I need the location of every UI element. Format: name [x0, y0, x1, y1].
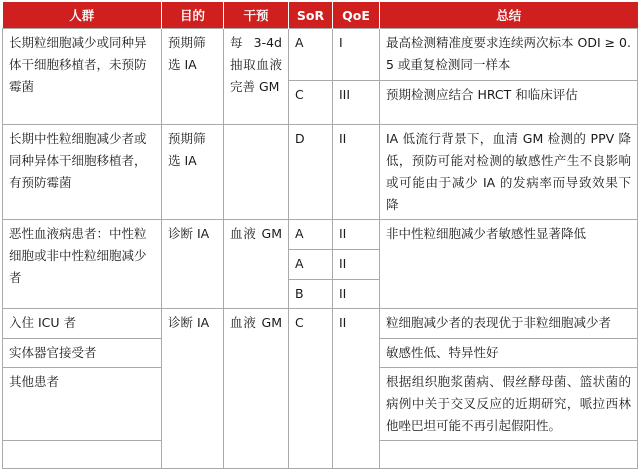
summary-cell: 非中性粒细胞减少者敏感性显著降低: [380, 220, 638, 309]
sor-cell: C: [289, 81, 333, 125]
intervention-cell: [224, 125, 289, 220]
qoe-cell: II: [333, 125, 380, 220]
population-cell: [3, 441, 162, 469]
summary-cell: 粒细胞减少者的表现优于非粒细胞减少者: [380, 309, 638, 339]
header-qoe: QoE: [333, 2, 380, 29]
sor-cell: C: [289, 309, 333, 469]
population-cell: 其他患者: [3, 368, 162, 441]
summary-cell: 根据组织胞浆菌病、假丝酵母菌、篮状菌的病例中关于交叉反应的近期研究，哌拉西林他唑巴坦可能不再引起假阳性。: [380, 368, 638, 441]
population-cell: 长期中性粒细胞减少者或同种异体干细胞移植者，有预防霉菌: [3, 125, 162, 220]
qoe-cell: II: [333, 309, 380, 469]
summary-cell: IA 低流行背景下，血清 GM 检测的 PPV 降低，预防可能对检测的敏感性产生不良影响或可能由于减少 IA 的发病率而导致效果下降: [380, 125, 638, 220]
header-population: 人群: [3, 2, 162, 29]
sor-cell: A: [289, 250, 333, 280]
population-cell: 入住 ICU 者: [3, 309, 162, 339]
header-summary: 总结: [380, 2, 638, 29]
intervention-cell: 每 3-4d 抽取血液完善 GM: [224, 29, 289, 125]
header-row: [3, 2, 638, 29]
summary-cell: [380, 441, 638, 469]
purpose-cell: 诊断 IA: [162, 309, 224, 469]
summary-cell: 最高检测精准度要求连续两次标本 ODI ≥ 0.5 或重复检测同一样本: [380, 29, 638, 81]
table-row: [3, 29, 638, 81]
purpose-cell: 诊断 IA: [162, 220, 224, 309]
intervention-cell: 血液 GM: [224, 220, 289, 309]
qoe-cell: II: [333, 280, 380, 309]
population-cell: 恶性血液病患者：中性粒细胞或非中性粒细胞减少者: [3, 220, 162, 309]
qoe-cell: I: [333, 29, 380, 81]
population-cell: 长期粒细胞减少或同种异体干细胞移植者，未预防霉菌: [3, 29, 162, 125]
population-cell: 实体器官接受者: [3, 339, 162, 368]
header-sor: SoR: [289, 2, 333, 29]
header-purpose: 目的: [162, 2, 224, 29]
header-intervention: 干预: [224, 2, 289, 29]
summary-cell: 敏感性低、特异性好: [380, 339, 638, 368]
purpose-cell: 预期筛选 IA: [162, 29, 224, 125]
intervention-cell: 血液 GM: [224, 309, 289, 469]
sor-cell: A: [289, 29, 333, 81]
sor-cell: D: [289, 125, 333, 220]
sor-cell: A: [289, 220, 333, 250]
sor-cell: B: [289, 280, 333, 309]
qoe-cell: II: [333, 250, 380, 280]
summary-cell: 预期检测应结合 HRCT 和临床评估: [380, 81, 638, 125]
table-row: [3, 125, 638, 220]
purpose-cell: 预期筛选 IA: [162, 125, 224, 220]
table-row: [3, 220, 638, 250]
recommendation-table: [2, 2, 638, 469]
table-row: [3, 309, 638, 339]
qoe-cell: III: [333, 81, 380, 125]
qoe-cell: II: [333, 220, 380, 250]
